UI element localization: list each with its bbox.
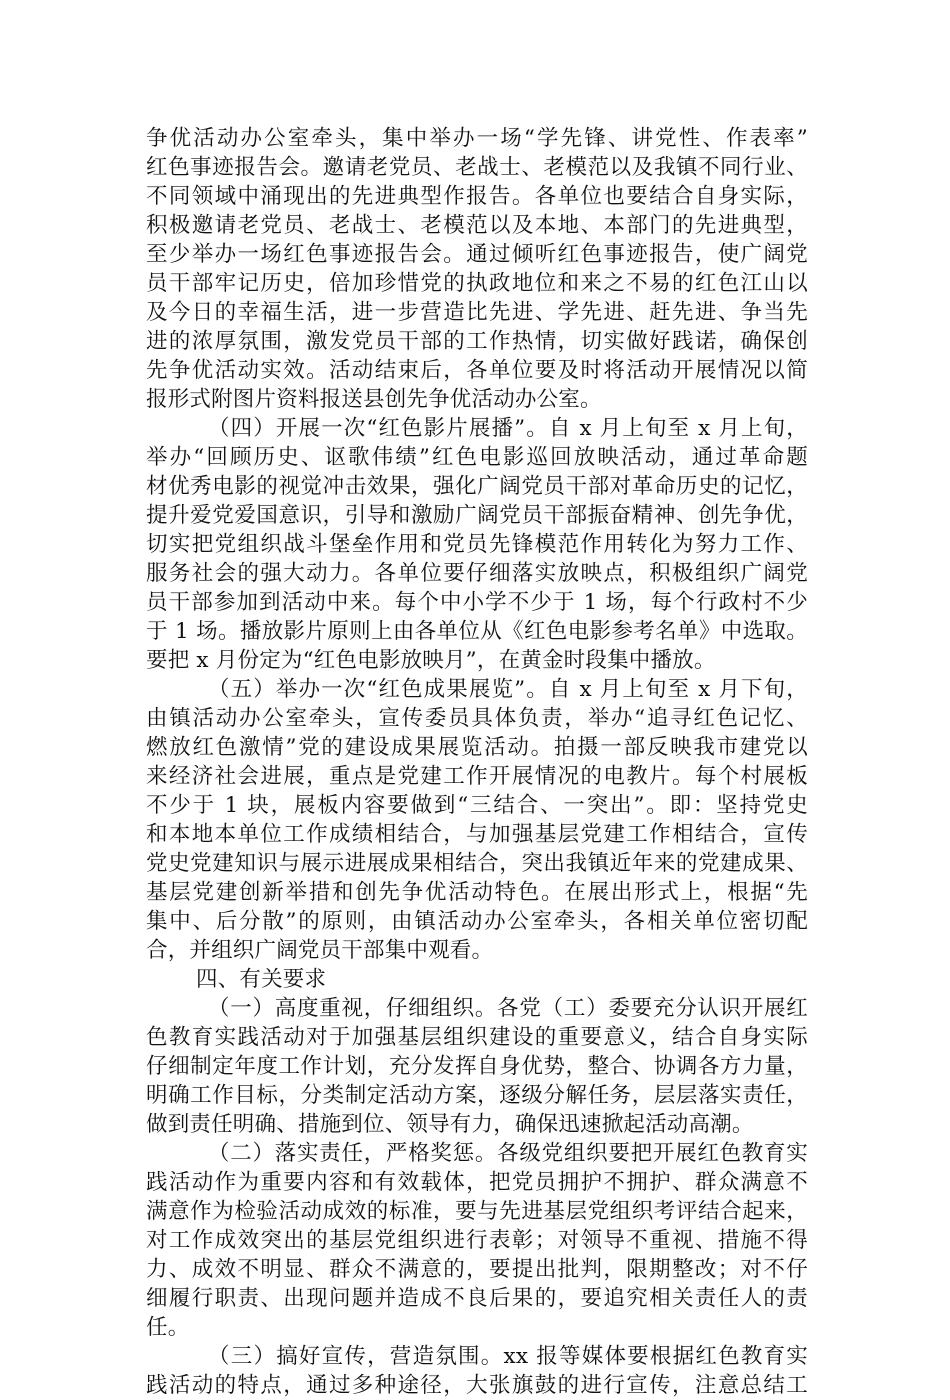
text-line: 集中、后分散”的原则，由镇活动办公室牵头，各相关单位密切配 [146, 909, 808, 934]
text-line: 至少举办一场红色事迹报告会。通过倾听红色事迹报告，使广阔党 [146, 242, 808, 267]
text-line: 服务社会的强大动力。各单位要仔细落实放映点，积极组织广阔党 [146, 561, 808, 586]
paragraph [146, 1139, 808, 1342]
text-line: （四）开展一次“红色影片展播”。自 x 月上旬至 x 月上旬， [208, 416, 808, 441]
text-line: 色教育实践活动对于加强基层组织建设的重要意义，结合自身实际 [146, 1025, 808, 1050]
text-line: 先争优活动实效。活动结束后，各单位要及时将活动开展情况以简 [146, 358, 808, 383]
text-line: 提升爱党爱国意识，引导和激励广阔党员干部振奋精神、创先争优， [146, 503, 808, 528]
text-line: （五）举办一次“红色成果展览”。自 x 月上旬至 x 月下旬， [208, 677, 808, 702]
text-line: 任。 [146, 1315, 190, 1340]
text-line: 对工作成效突出的基层党组织进行表彰；对领导不重视、措施不得 [146, 1228, 808, 1253]
text-line: 举办“回顾历史、讴歌伟绩”红色电影巡回放映活动，通过革命题 [146, 445, 808, 470]
text-line: 积极邀请老党员、老战士、老模范以及本地、本部门的先进典型， [146, 213, 808, 238]
text-line: 不少于 1 块，展板内容要做到“三结合、一突出”。即：坚持党史 [146, 793, 808, 818]
text-line: 进的浓厚氛围，激发党员干部的工作热情，切实做好践诺，确保创 [146, 329, 808, 354]
text-line: 切实把党组织战斗堡垒作用和党员先锋模范作用转化为努力工作、 [146, 532, 808, 557]
document-page [146, 124, 808, 1400]
text-line: 要把 x 月份定为“红色电影放映月”，在黄金时段集中播放。 [146, 648, 716, 673]
text-line: 力、成效不明显、群众不满意的，要提出批判，限期整改；对不仔 [146, 1257, 808, 1282]
text-line: 和本地本单位工作成绩相结合，与加强基层党建工作相结合，宣传 [146, 822, 808, 847]
text-line: 燃放红色激情”党的建设成果展览活动。拍摄一部反映我市建党以 [146, 735, 808, 760]
text-line: 践活动的特点，通过多种途径，大张旗鼓的进行宣传，注意总结工 [146, 1373, 808, 1398]
text-line: 红色事迹报告会。邀请老党员、老战士、老模范以及我镇不同行业、 [146, 155, 808, 180]
text-line: 于 1 场。播放影片原则上由各单位从《红色电影参考名单》中选取。 [146, 619, 808, 644]
text-line: 明确工作目标，分类制定活动方案，逐级分解任务，层层落实责任， [146, 1083, 808, 1108]
text-line: 细履行职责、出现问题并造成不良后果的，要追究相关责任人的责 [146, 1286, 808, 1311]
paragraph [146, 124, 808, 414]
text-line: 党史党建知识与展示进展成果相结合，突出我镇近年来的党建成果、 [146, 851, 808, 876]
paragraph [146, 1342, 808, 1400]
text-line: 材优秀电影的视觉冲击效果，强化广阔党员干部对革命历史的记忆， [146, 474, 808, 499]
text-line: 由镇活动办公室牵头，宣传委员具体负责，举办“追寻红色记忆、 [146, 706, 808, 731]
text-line: 员干部牢记历史，倍加珍惜党的执政地位和来之不易的红色江山以 [146, 271, 808, 296]
text-line: 满意作为检验活动成效的标准，要与先进基层党组织考评结合起来， [146, 1199, 808, 1224]
text-line: 不同领域中涌现出的先进典型作报告。各单位也要结合自身实际， [146, 184, 808, 209]
paragraph [146, 414, 808, 675]
text-line: 及今日的幸福生活，进一步营造比先进、学先进、赶先进、争当先 [146, 300, 808, 325]
text-line: 仔细制定年度工作计划，充分发挥自身优势，整合、协调各方力量， [146, 1054, 808, 1079]
text-line: 合，并组织广阔党员干部集中观看。 [146, 938, 494, 963]
heading-text: 四、有关要求 [196, 967, 327, 992]
section-heading [146, 965, 808, 994]
text-line: （一）高度重视，仔细组织。各党（工）委要充分认识开展红 [208, 996, 808, 1021]
text-line: 员干部参加到活动中来。每个中小学不少于 1 场，每个行政村不少 [146, 590, 808, 615]
text-line: 争优活动办公室牵头，集中举办一场“学先锋、讲党性、作表率” [146, 126, 808, 151]
text-line: （二）落实责任，严格奖惩。各级党组织要把开展红色教育实 [208, 1141, 808, 1166]
paragraph [146, 994, 808, 1139]
text-line: 基层党建创新举措和创先争优活动特色。在展出形式上，根据“先 [146, 880, 808, 905]
text-line: 来经济社会进展，重点是党建工作开展情况的电教片。每个村展板 [146, 764, 808, 789]
text-line: （三）搞好宣传，营造氛围。xx 报等媒体要根据红色教育实 [208, 1344, 808, 1369]
text-line: 践活动作为重要内容和有效载体，把党员拥护不拥护、群众满意不 [146, 1170, 808, 1195]
paragraph [146, 675, 808, 965]
text-line: 报形式附图片资料报送县创先争优活动办公室。 [146, 387, 602, 412]
text-line: 做到责任明确、措施到位、领导有力，确保迅速掀起活动高潮。 [146, 1112, 754, 1137]
